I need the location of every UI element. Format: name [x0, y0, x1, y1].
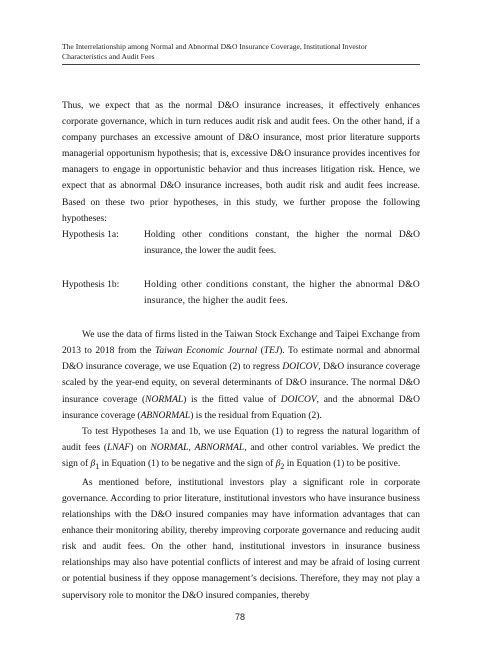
text-run: ) is the residual from Equation (2). [190, 410, 322, 421]
text-run: ) on [130, 442, 151, 453]
spacer [62, 309, 420, 327]
running-title-line-1: The Interrelationship among Normal and Abnormal D&O Insurance Coverage, Institutional Investor [62, 42, 368, 51]
paragraph-4: As mentioned before, institutional investors play a significant role in corporate governance. According to prior literature, institutional investors who have insurance business relationships with the D&O insured companies may have information advantages that can enhance their monitoring ability, thereby improving corporate governance and reducing audit risk and audit fees. On the other hand, institutional investors in insurance business relationships may also have potential conflicts of interest and may be afraid of losing current or potential business if they oppose management’s decisions. Therefore, they may not play a supervisory role to monitor the D&O insured companies, thereby [62, 477, 420, 601]
spacer [62, 259, 420, 277]
text-run: , [188, 442, 195, 453]
variable-normal: NORMAL [150, 442, 189, 453]
hypothesis-1a-label: Hypothesis 1a: [62, 229, 119, 240]
text-run: We use the data of firms listed in the Taiwan Stock Exchange and Taipei Exchange from 2013 to 2018 from the [62, 330, 420, 357]
header-rule [62, 64, 420, 65]
text-run: To test Hypotheses 1a and 1b, we use Equation (1) to regress the natural logarithm of audit fees ( [62, 426, 420, 453]
running-title-line-2: Characteristics and Audit Fees [62, 51, 155, 61]
beta-subscript: 1 [95, 461, 100, 471]
hypothesis-1b [62, 277, 420, 309]
hypothesis-1b-label: Hypothesis 1b: [62, 279, 120, 290]
journal-name: Taiwan Economic Journal [154, 346, 258, 357]
hypothesis-1a-text: Holding other conditions constant, the higher the normal D&O insurance, the lower the audit fees. [144, 229, 420, 256]
beta-subscript: 2 [280, 461, 285, 471]
text-run: , D&O insurance coverage scaled by the year-end equity, on several determinants of D&O insurance. The normal D&O insurance coverage ( [62, 362, 421, 405]
paragraph-1: Thus, we expect that as the normal D&O insurance increases, it effectively enhances corporate governance, which in turn reduces audit risk and audit fees. On the other hand, if a company purchases an excessive amount of D&O insurance, most prior literature supports managerial opportunism hypothesis; that is, excessive D&O insurance provides incentives for managers to engage in opportunistic behavior and thus increases litigation risk. Hence, we expect that as abnormal D&O insurance increases, both audit risk and audit fees increase. Based on these two prior hypotheses, in this study, we further propose the following hypotheses: [62, 101, 420, 224]
hypothesis-1b-text: Holding other conditions constant, the higher the abnormal D&O insurance, the higher the audit fees. [144, 279, 420, 307]
text-run: in Equation (1) to be positive. [284, 458, 401, 469]
variable-tej: TEJ [263, 346, 280, 357]
variable-doicov: DOICOV [280, 394, 317, 405]
page-number: 78 [234, 612, 245, 622]
text-run: , and other control variables. We predict the sign of [62, 442, 421, 469]
variable-abnormal: ABNORMAL [194, 442, 245, 453]
beta-symbol: β [275, 458, 281, 469]
text-run: ). To estimate normal and abnormal D&O insurance coverage, we use Equation (2) to regress [62, 346, 420, 373]
variable-normal: NORMAL [145, 394, 184, 405]
text-run: ( [257, 346, 264, 357]
text-run: , and the abnormal D&O insurance coverage ( [62, 394, 421, 421]
running-header [62, 42, 422, 61]
variable-doicov: DOICOV [282, 362, 319, 373]
beta-symbol: β [90, 458, 96, 469]
variable-abnormal: ABNORMAL [140, 410, 191, 421]
text-run: ) is the fitted value of [183, 394, 281, 405]
variable-lnaf: LNAF [107, 442, 131, 453]
hypothesis-1a [62, 227, 420, 259]
paragraph-2 [62, 327, 420, 424]
text-run: in Equation (1) to be negative and the sign of [99, 458, 276, 469]
body-text [62, 98, 420, 604]
paragraph-3 [62, 424, 420, 475]
